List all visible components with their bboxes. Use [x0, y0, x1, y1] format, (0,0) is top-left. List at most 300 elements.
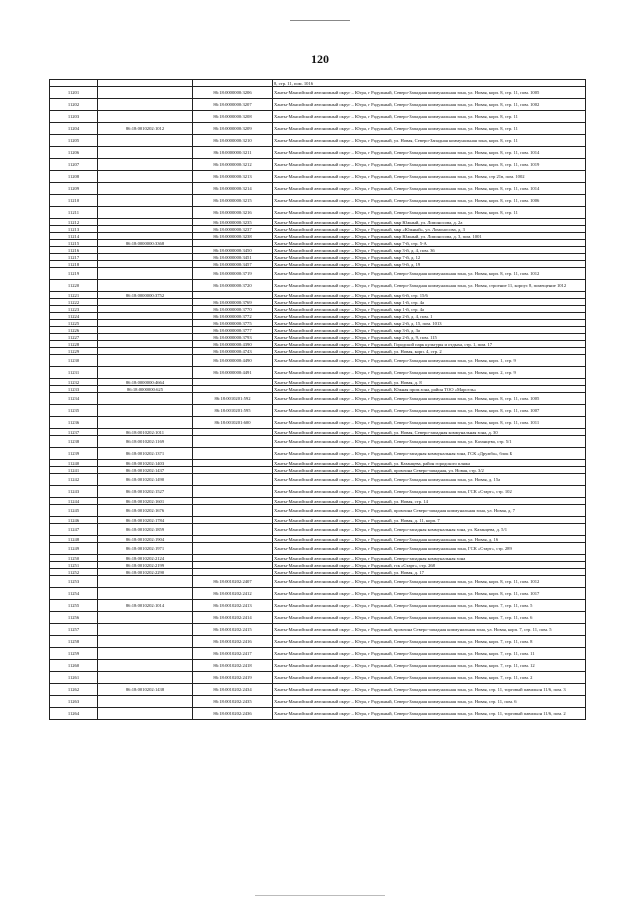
cadastral-number: [193, 379, 273, 386]
table-row: [50, 393, 586, 405]
cadastral-number: 86:18:0000000:3209: [193, 123, 273, 135]
row-number: 11225: [50, 320, 98, 327]
table-row: [50, 648, 586, 660]
address-description: Ханты-Мансийский автономный округ – Югра, г Радужный, Северо-Западная коммунальная зона, ул. Новая, д. 16: [273, 536, 586, 543]
row-number: 11201: [50, 87, 98, 99]
cadastral-number: 86:18:0010202:2434: [193, 684, 273, 696]
table-row: [50, 417, 586, 429]
table-row: [50, 355, 586, 367]
old-cadastral-number: [98, 219, 193, 226]
table-row: [50, 306, 586, 313]
address-description: Ханты-Мансийский автономный округ – Югра, г Радужный, Северо-Западная коммунальная зона, ул. Новая, д. 15а: [273, 474, 586, 486]
table-row: [50, 562, 586, 569]
row-number: 11255: [50, 600, 98, 612]
address-description: Ханты-Мансийский автономный округ – Югра, г Радужный, Северо-Западная коммунальная зона, ул. Новая, стр. 11, пом. 6: [273, 696, 586, 708]
row-number: 11216: [50, 247, 98, 254]
cadastral-number: 86:18:0010202:2419: [193, 672, 273, 684]
row-number: 11257: [50, 624, 98, 636]
old-cadastral-number: [98, 320, 193, 327]
table-row: [50, 135, 586, 147]
table-row: [50, 405, 586, 417]
table-row: [50, 536, 586, 543]
table-row: [50, 498, 586, 505]
row-number: 11227: [50, 334, 98, 341]
cadastral-number: [193, 498, 273, 505]
old-cadastral-number: [98, 268, 193, 280]
row-number: 11232: [50, 379, 98, 386]
row-number: 11211: [50, 207, 98, 219]
cadastral-number: [193, 474, 273, 486]
row-number: 11206: [50, 147, 98, 159]
cadastral-number: 86:18:0000000:4491: [193, 367, 273, 379]
row-number: 11220: [50, 280, 98, 292]
row-number: 11243: [50, 486, 98, 498]
address-description: Ханты-Мансийский автономный округ – Югра, г Радужный, мкр 7-й, стр. 5-А: [273, 240, 586, 247]
address-description: Ханты-Мансийский автономный округ – Югра, г Радужный, Северо-Западная коммунальная зона, ул. Новая, корп. 8, стр. 11, пом. 1012: [273, 576, 586, 588]
address-description: Ханты-Мансийский автономный округ – Югра, г Радужный, Северо-Западная коммунальная зона, ул. Новая, строение 11, корпус 8, помещение 1012: [273, 280, 586, 292]
table-row: [50, 195, 586, 207]
row-number: 11230: [50, 355, 98, 367]
cadastral-number: [193, 543, 273, 555]
row-number: 11250: [50, 555, 98, 562]
table-row: [50, 254, 586, 261]
address-description: Ханты-Мансийский автономный округ – Югра, г Радужный, Северо-Западная коммунальная зона, ул. Новая, корп. 8, стр. 11, пом. 1014: [273, 147, 586, 159]
row-number: 11214: [50, 233, 98, 240]
table-row: [50, 474, 586, 486]
row-number: 11252: [50, 569, 98, 576]
cadastral-number: 86:18:0000000:3451: [193, 254, 273, 261]
old-cadastral-number: [98, 254, 193, 261]
row-number: 11231: [50, 367, 98, 379]
old-cadastral-number: [98, 299, 193, 306]
row-number: 11262: [50, 684, 98, 696]
address-description: Ханты-Мансийский автономный округ – Югра, г Радужный, Северо-Западная коммунальная зона, ул. Новая, корп. 7, стр. 11, пом. 8: [273, 636, 586, 648]
table-row: [50, 624, 586, 636]
old-cadastral-number: [98, 247, 193, 254]
cadastral-number: 86:18:0000000:3775: [193, 320, 273, 327]
table-row: [50, 320, 586, 327]
row-number: 11248: [50, 536, 98, 543]
cadastral-number: 86:18:0000000:3237: [193, 226, 273, 233]
table-row: [50, 280, 586, 292]
address-description: Ханты-Мансийский автономный округ – Югра, г Радужный, Северо-западная коммунальная зона, ул. Казанцева, д. 5/1: [273, 524, 586, 536]
address-description: Ханты-Мансийский автономный округ – Югра, г Радужный, гск «Старт», стр. 268: [273, 562, 586, 569]
row-number: 11204: [50, 123, 98, 135]
old-cadastral-number: [98, 135, 193, 147]
row-number: [50, 80, 98, 87]
cadastral-number: 86:18:0010202:2418: [193, 660, 273, 672]
address-description: Ханты-Мансийский автономный округ – Югра, г Радужный, Северо-Западная коммунальная зона, ул. Новая, корп. 8, стр. 11, пом. 1011: [273, 417, 586, 429]
old-cadastral-number: [98, 648, 193, 660]
old-cadastral-number: 86:18:0010202:1601: [98, 498, 193, 505]
table-row: [50, 543, 586, 555]
table-row: [50, 111, 586, 123]
table-row: [50, 233, 586, 240]
cadastral-number: 86:18:0000000:3208: [193, 111, 273, 123]
row-number: 11249: [50, 543, 98, 555]
address-description: Ханты-Мансийский автономный округ – Югра, г Радужный, Северо-Западная коммунальная зона, ГСК «Старт», стр. 102: [273, 486, 586, 498]
old-cadastral-number: [98, 393, 193, 405]
address-description: Ханты-Мансийский автономный округ – Югра, г Радужный, Северо-Западная коммунальная зона, ул. Новая, корп. 8, стр. 11, пом. 1007: [273, 405, 586, 417]
old-cadastral-number: 86:18:0010202:1904: [98, 536, 193, 543]
cadastral-number: 86:18:0000000:3777: [193, 327, 273, 334]
table-row: [50, 261, 586, 268]
old-cadastral-number: 86:18:0000000:3368: [98, 240, 193, 247]
address-description: Ханты-Мансийский автономный округ – Югра, г Радужный, ул. Казанцева, район городского пляжа: [273, 460, 586, 467]
cadastral-number: 86:18:0010201:600: [193, 417, 273, 429]
row-number: 11208: [50, 171, 98, 183]
address-description: Ханты-Мансийский автономный округ – Югра, г Радужный, Северо-Западная коммунальная зона, ул. Казанцева, стр. 5/1: [273, 436, 586, 448]
table-row: [50, 486, 586, 498]
old-cadastral-number: 86:18:0000000:4664: [98, 379, 193, 386]
address-description: Ханты-Мансийский автономный округ – Югра, г Радужный, ул. Новая, Северо-западная коммунальная зона, д. 30: [273, 429, 586, 436]
address-description: Ханты-Мансийский автономный округ – Югра, г Радужный, Северо-Западная коммунальная зона, ГСК «Старт», стр. 289: [273, 543, 586, 555]
address-description: Ханты-Мансийский автономный округ – Югра, г Радужный, мкр 2-й, д. 15, пом. 1013: [273, 320, 586, 327]
old-cadastral-number: [98, 80, 193, 87]
table-row: [50, 555, 586, 562]
old-cadastral-number: [98, 207, 193, 219]
old-cadastral-number: 86:18:0010202:2199: [98, 562, 193, 569]
address-description: Ханты-Мансийский автономный округ – Югра, г Радужный, ул. Новая, д. 8: [273, 379, 586, 386]
old-cadastral-number: [98, 367, 193, 379]
old-cadastral-number: 86:18:0000000:625: [98, 386, 193, 393]
row-number: 11233: [50, 386, 98, 393]
cadastral-number: [193, 292, 273, 299]
row-number: 11207: [50, 159, 98, 171]
old-cadastral-number: [98, 261, 193, 268]
old-cadastral-number: 86:18:0010202:2124: [98, 555, 193, 562]
address-description: Ханты-Мансийский автономный округ – Югра, г Радужный, Северо-Западная коммунальная зона, ул. Новая, корп. 8, стр. 11: [273, 123, 586, 135]
cadastral-number: 86:18:0010202:2436: [193, 708, 273, 720]
address-description: Ханты-Мансийский автономный округ – Югра, г Радужный, мкр 6-й, стр. 15/6: [273, 292, 586, 299]
page-number: 120: [311, 52, 329, 66]
address-description: Ханты-Мансийский автономный округ – Югра, г Радужный, ул. Новая, д. 11, корп. 7: [273, 517, 586, 524]
row-number: 11259: [50, 648, 98, 660]
table-row: [50, 684, 586, 696]
table-row: [50, 247, 586, 254]
cadastral-number: 86:18:0010202:2414: [193, 612, 273, 624]
address-description: Ханты-Мансийский автономный округ – Югра, г Радужный, Северо-Западная коммунальная зона, ул. Новая, корп. 7, стр. 11, пом. 6: [273, 612, 586, 624]
cadastral-number: [193, 240, 273, 247]
table-row: [50, 123, 586, 135]
table-row: [50, 448, 586, 460]
old-cadastral-number: [98, 636, 193, 648]
address-description: Ханты-Мансийский автономный округ – Югра, г Радужный, мкр 2-й, д. 4, пом. 1: [273, 313, 586, 320]
old-cadastral-number: [98, 417, 193, 429]
table-row: [50, 80, 586, 87]
cadastral-number: 86:18:0000000:3214: [193, 183, 273, 195]
address-description: Ханты-Мансийский автономный округ – Югра, г Радужный, ул. Новая, корп. 4, стр. 2: [273, 348, 586, 355]
old-cadastral-number: [98, 624, 193, 636]
row-number: 11246: [50, 517, 98, 524]
address-description: Ханты-Мансийский автономный округ – Югра, г Радужный, Северо-Западная коммунальная зона, ул. Новая, стр. 11, торговый павильон 11/6, пом. 2: [273, 708, 586, 720]
old-cadastral-number: [98, 233, 193, 240]
old-cadastral-number: 86:18:0010202:1169: [98, 436, 193, 448]
address-description: Ханты-Мансийский автономный округ – Югра, г Радужный, промзона Северо-западная коммунальная зона, ул. Новая, корп. 7, стр. 11, пом. 5: [273, 624, 586, 636]
cadastral-number: [193, 460, 273, 467]
old-cadastral-number: 86:18:0010202:1014: [98, 600, 193, 612]
address-description: Ханты-Мансийский автономный округ – Югра, г Радужный, промзона Северо-западная, ул. Новая, стр. 3/2: [273, 467, 586, 474]
cadastral-number: [193, 467, 273, 474]
old-cadastral-number: [98, 612, 193, 624]
address-description: Ханты-Мансийский автономный округ – Югра, г Радужный, Северо-Западная коммунальная зона, ул. Новая, корп. 8, стр. 11: [273, 111, 586, 123]
address-description: Ханты-Мансийский автономный округ – Югра, г Радужный, Северо-западная коммунальная зона: [273, 555, 586, 562]
cadastral-number: 86:18:0000000:3211: [193, 147, 273, 159]
address-description: Ханты-Мансийский автономный округ – Югра, г Радужный, мкр 3-й, д. 3а: [273, 327, 586, 334]
old-cadastral-number: [98, 334, 193, 341]
address-description: Ханты-Мансийский автономный округ – Югра, г Радужный, промзона Северо-западная коммунальная зона, ул. Новая, д. 7: [273, 505, 586, 517]
table-row: [50, 379, 586, 386]
address-description: Ханты-Мансийский автономный округ – Югра, г Радужный, Северо-Западная коммунальная зона, ул. Новая, корп. 8, стр. 11, пом. 1005: [273, 87, 586, 99]
row-number: 11217: [50, 254, 98, 261]
row-number: 11234: [50, 393, 98, 405]
cadastral-number: 86:18:0010202:2435: [193, 696, 273, 708]
row-number: 11264: [50, 708, 98, 720]
address-description: Ханты-Мансийский автономный округ – Югра, г Радужный, мкр Южный, ул. Ломоносова, д. 2а: [273, 219, 586, 226]
table-row: [50, 171, 586, 183]
row-number: 11235: [50, 405, 98, 417]
cadastral-number: [193, 536, 273, 543]
address-description: Ханты-Мансийский автономный округ – Югра, г Радужный, Северо-Западная коммунальная зона, ул. Новая, корп. 8, стр. 11, пом. 1002: [273, 99, 586, 111]
address-description: Ханты-Мансийский автономный округ – Югра, г Радужный, Северо-Западная коммунальная зона, ул. Новая, корп. 8, стр. 11, пом. 1006: [273, 195, 586, 207]
table-row: [50, 240, 586, 247]
table-row: [50, 313, 586, 320]
old-cadastral-number: [98, 576, 193, 588]
old-cadastral-number: 86:18:0010202:1490: [98, 474, 193, 486]
old-cadastral-number: 86:18:0010202:1527: [98, 486, 193, 498]
old-cadastral-number: [98, 280, 193, 292]
old-cadastral-number: [98, 195, 193, 207]
table-row: [50, 386, 586, 393]
row-number: 11260: [50, 660, 98, 672]
address-description: Ханты-Мансийский автономный округ – Югра, г Радужный, Северо-Западная коммунальная зона, ул. Новая, корп. 8, стр. 11, пом. 1005: [273, 393, 586, 405]
address-description: Ханты-Мансийский автономный округ – Югра, г Радужный, Северо-Западная коммунальная зона, ул. Новая, корп. 8, стр. 11, пом. 1017: [273, 588, 586, 600]
table-row: [50, 429, 586, 436]
cadastral-number: [193, 555, 273, 562]
address-description: Ханты-Мансийский автономный округ – Югра, г Радужный, Городской парк культуры и отдыха, стр. 1, пом. 17: [273, 341, 586, 348]
row-number: 11228: [50, 341, 98, 348]
row-number: 11263: [50, 696, 98, 708]
old-cadastral-number: 86:18:0010202:1859: [98, 524, 193, 536]
old-cadastral-number: [98, 588, 193, 600]
address-description: Ханты-Мансийский автономный округ – Югра, г Радужный, Северо-Западная коммунальная зона, ул. Новая, стр 21в, пом. 1002: [273, 171, 586, 183]
row-number: 11253: [50, 576, 98, 588]
cadastral-number: 86:18:0000000:3450: [193, 247, 273, 254]
address-description: Ханты-Мансийский автономный округ – Югра, г Радужный, ул. Новая, Северо-Западная коммунальная зона, корп. 8, стр. 11: [273, 135, 586, 147]
table-row: [50, 505, 586, 517]
scan-mark-bottom: [255, 895, 385, 896]
old-cadastral-number: [98, 341, 193, 348]
cadastral-number: [193, 448, 273, 460]
address-description: Ханты-Мансийский автономный округ – Югра, г Радужный, Северо-Западная коммунальная зона, ул. Новая, корп. 7, стр. 11, пом. 5: [273, 600, 586, 612]
row-number: 11213: [50, 226, 98, 233]
cadastral-number: 86:18:0000000:3770: [193, 306, 273, 313]
row-number: 11222: [50, 299, 98, 306]
old-cadastral-number: [98, 405, 193, 417]
old-cadastral-number: 86:18:0010202:1012: [98, 123, 193, 135]
cadastral-number: 86:18:0010201:592: [193, 393, 273, 405]
cadastral-number: 86:18:0000000:3769: [193, 299, 273, 306]
old-cadastral-number: 86:18:0010202:1784: [98, 517, 193, 524]
table-row: [50, 183, 586, 195]
address-description: Ханты-Мансийский автономный округ – Югра, г Радужный, Северо-западная коммунальная зона, ГСК «Дружба», блок Б: [273, 448, 586, 460]
cadastral-number: 86:18:0000000:3206: [193, 87, 273, 99]
old-cadastral-number: [98, 306, 193, 313]
cadastral-number: [193, 486, 273, 498]
table-row: [50, 696, 586, 708]
table-row: [50, 588, 586, 600]
old-cadastral-number: [98, 696, 193, 708]
table-row: [50, 299, 586, 306]
cadastral-number: 86:18:0000000:3720: [193, 280, 273, 292]
row-number: 11202: [50, 99, 98, 111]
table-row: [50, 636, 586, 648]
cadastral-number: 86:18:0010202:2407: [193, 576, 273, 588]
cadastral-number: 86:18:0010201:595: [193, 405, 273, 417]
row-number: 11215: [50, 240, 98, 247]
cadastral-number: [193, 562, 273, 569]
cadastral-number: 86:18:0000000:3772: [193, 313, 273, 320]
cadastral-number: 86:18:0000000:4490: [193, 355, 273, 367]
cadastral-number: 86:18:0010202:2412: [193, 588, 273, 600]
row-number: 11256: [50, 612, 98, 624]
address-description: Ханты-Мансийский автономный округ – Югра, г Радужный, Северо-Западная коммунальная зона, ул. Новая, корп. 1, стр. 9: [273, 355, 586, 367]
address-description: Ханты-Мансийский автономный округ – Югра, г Радужный, мкр 3-й, д. 4, пом. 36: [273, 247, 586, 254]
row-number: 11212: [50, 219, 98, 226]
old-cadastral-number: [98, 355, 193, 367]
table-row: [50, 292, 586, 299]
address-description: Ханты-Мансийский автономный округ – Югра, г Радужный, мкр «Южный», ул. Ломоносова, д. 3: [273, 226, 586, 233]
address-description: Ханты-Мансийский автономный округ – Югра, г Радужный, Северо-Западная коммунальная зона, ул. Новая, корп. 7, стр. 11, пом. 12: [273, 660, 586, 672]
row-number: 11251: [50, 562, 98, 569]
address-description: Ханты-Мансийский автономный округ – Югра, г Радужный, Северо-Западная коммунальная зона, ул. Новая, корп. 8, стр. 11, пом. 1019: [273, 159, 586, 171]
cadastral-number: 86:18:0000000:3793: [193, 334, 273, 341]
row-number: 11209: [50, 183, 98, 195]
table-row: [50, 341, 586, 348]
old-cadastral-number: [98, 183, 193, 195]
cadastral-number: [193, 524, 273, 536]
cadastral-number: [193, 569, 273, 576]
row-number: 11254: [50, 588, 98, 600]
address-description: Ханты-Мансийский автономный округ – Югра, г Радужный, мкр 7-й, д. 12: [273, 254, 586, 261]
table-row: [50, 226, 586, 233]
cadastral-number: 86:18:0000000:3212: [193, 159, 273, 171]
row-number: 11221: [50, 292, 98, 299]
old-cadastral-number: 86:18:0010202:2290: [98, 569, 193, 576]
register-table-body: [50, 80, 586, 720]
row-number: 11242: [50, 474, 98, 486]
cadastral-number: 86:18:0000000:3238: [193, 233, 273, 240]
old-cadastral-number: [98, 708, 193, 720]
table-row: [50, 348, 586, 355]
cadastral-number: 86:18:0000000:3210: [193, 135, 273, 147]
table-row: [50, 569, 586, 576]
table-row: [50, 207, 586, 219]
address-description: Ханты-Мансийский автономный округ – Югра, г Радужный, мкр Южный, ул. Ломоносова, д. 3, пом. 1001: [273, 233, 586, 240]
address-description: Ханты-Мансийский автономный округ – Югра, г Радужный, мкр 1-й, стр. 4а: [273, 299, 586, 306]
old-cadastral-number: 86:18:0010202:1011: [98, 429, 193, 436]
table-row: [50, 612, 586, 624]
table-row: [50, 436, 586, 448]
address-description: Ханты-Мансийский автономный округ – Югра, г Радужный, Северо-Западная коммунальная зона, ул. Новая, корп. 8, стр. 11, пом. 1014: [273, 183, 586, 195]
old-cadastral-number: 86:18:0010202:1437: [98, 467, 193, 474]
table-row: [50, 99, 586, 111]
old-cadastral-number: 86:18:0010202:1438: [98, 684, 193, 696]
table-row: [50, 467, 586, 474]
address-description: Ханты-Мансийский автономный округ – Югра, г Радужный, мкр 1-й, стр. 4а: [273, 306, 586, 313]
cadastral-number: [193, 517, 273, 524]
old-cadastral-number: [98, 87, 193, 99]
row-number: 11203: [50, 111, 98, 123]
table-row: [50, 334, 586, 341]
cadastral-number: 86:18:0000000:4743: [193, 348, 273, 355]
row-number: 11241: [50, 467, 98, 474]
cadastral-number: 86:18:0000000:3215: [193, 195, 273, 207]
table-row: [50, 219, 586, 226]
cadastral-number: 86:18:0000000:3719: [193, 268, 273, 280]
old-cadastral-number: [98, 226, 193, 233]
address-description: Ханты-Мансийский автономный округ – Югра, г Радужный, Северо-Западная коммунальная зона, ул. Новая, корп. 2, стр. 9: [273, 367, 586, 379]
old-cadastral-number: [98, 672, 193, 684]
row-number: 11245: [50, 505, 98, 517]
table-row: [50, 147, 586, 159]
table-row: [50, 327, 586, 334]
address-description: Ханты-Мансийский автономный округ – Югра, г Радужный, мкр 2-й, д. 9, пом. 115: [273, 334, 586, 341]
old-cadastral-number: 86:18:0010202:1403: [98, 460, 193, 467]
old-cadastral-number: [98, 327, 193, 334]
row-number: 11239: [50, 448, 98, 460]
row-number: 11229: [50, 348, 98, 355]
old-cadastral-number: 86:18:0010202:1371: [98, 448, 193, 460]
address-description: Ханты-Мансийский автономный округ – Югра, г Радужный, Южная пром.зона, район ТОО «Марсель»: [273, 386, 586, 393]
row-number: 11261: [50, 672, 98, 684]
table-row: [50, 367, 586, 379]
register-table: [49, 79, 586, 720]
table-row: [50, 576, 586, 588]
row-number: 11205: [50, 135, 98, 147]
row-number: 11240: [50, 460, 98, 467]
row-number: 11236: [50, 417, 98, 429]
table-row: [50, 600, 586, 612]
address-description: Ханты-Мансийский автономный округ – Югра, г Радужный, Северо-Западная коммунальная зона, ул. Новая, корп. 7, стр. 11, пом. 2: [273, 672, 586, 684]
row-number: 11226: [50, 327, 98, 334]
address-description: 8, стр. 11, пом. 1016: [273, 80, 586, 87]
cadastral-number: [193, 429, 273, 436]
table-row: [50, 524, 586, 536]
address-description: Ханты-Мансийский автономный округ – Югра, г Радужный, ул. Новая, стр. 14: [273, 498, 586, 505]
cadastral-number: 86:18:0010202:2416: [193, 636, 273, 648]
old-cadastral-number: [98, 99, 193, 111]
table-row: [50, 672, 586, 684]
row-number: 11258: [50, 636, 98, 648]
table-row: [50, 708, 586, 720]
row-number: 11219: [50, 268, 98, 280]
old-cadastral-number: [98, 660, 193, 672]
old-cadastral-number: [98, 147, 193, 159]
table-row: [50, 517, 586, 524]
old-cadastral-number: [98, 111, 193, 123]
row-number: 11244: [50, 498, 98, 505]
old-cadastral-number: [98, 313, 193, 320]
cadastral-number: 86:18:0000000:3216: [193, 207, 273, 219]
old-cadastral-number: 86:18:0000000:3752: [98, 292, 193, 299]
table-row: [50, 460, 586, 467]
row-number: 11224: [50, 313, 98, 320]
cadastral-number: [193, 80, 273, 87]
address-description: Ханты-Мансийский автономный округ – Югра, г Радужный, Северо-Западная коммунальная зона, ул. Новая, корп. 8, стр. 11, пом. 1012: [273, 268, 586, 280]
table-row: [50, 268, 586, 280]
old-cadastral-number: [98, 159, 193, 171]
